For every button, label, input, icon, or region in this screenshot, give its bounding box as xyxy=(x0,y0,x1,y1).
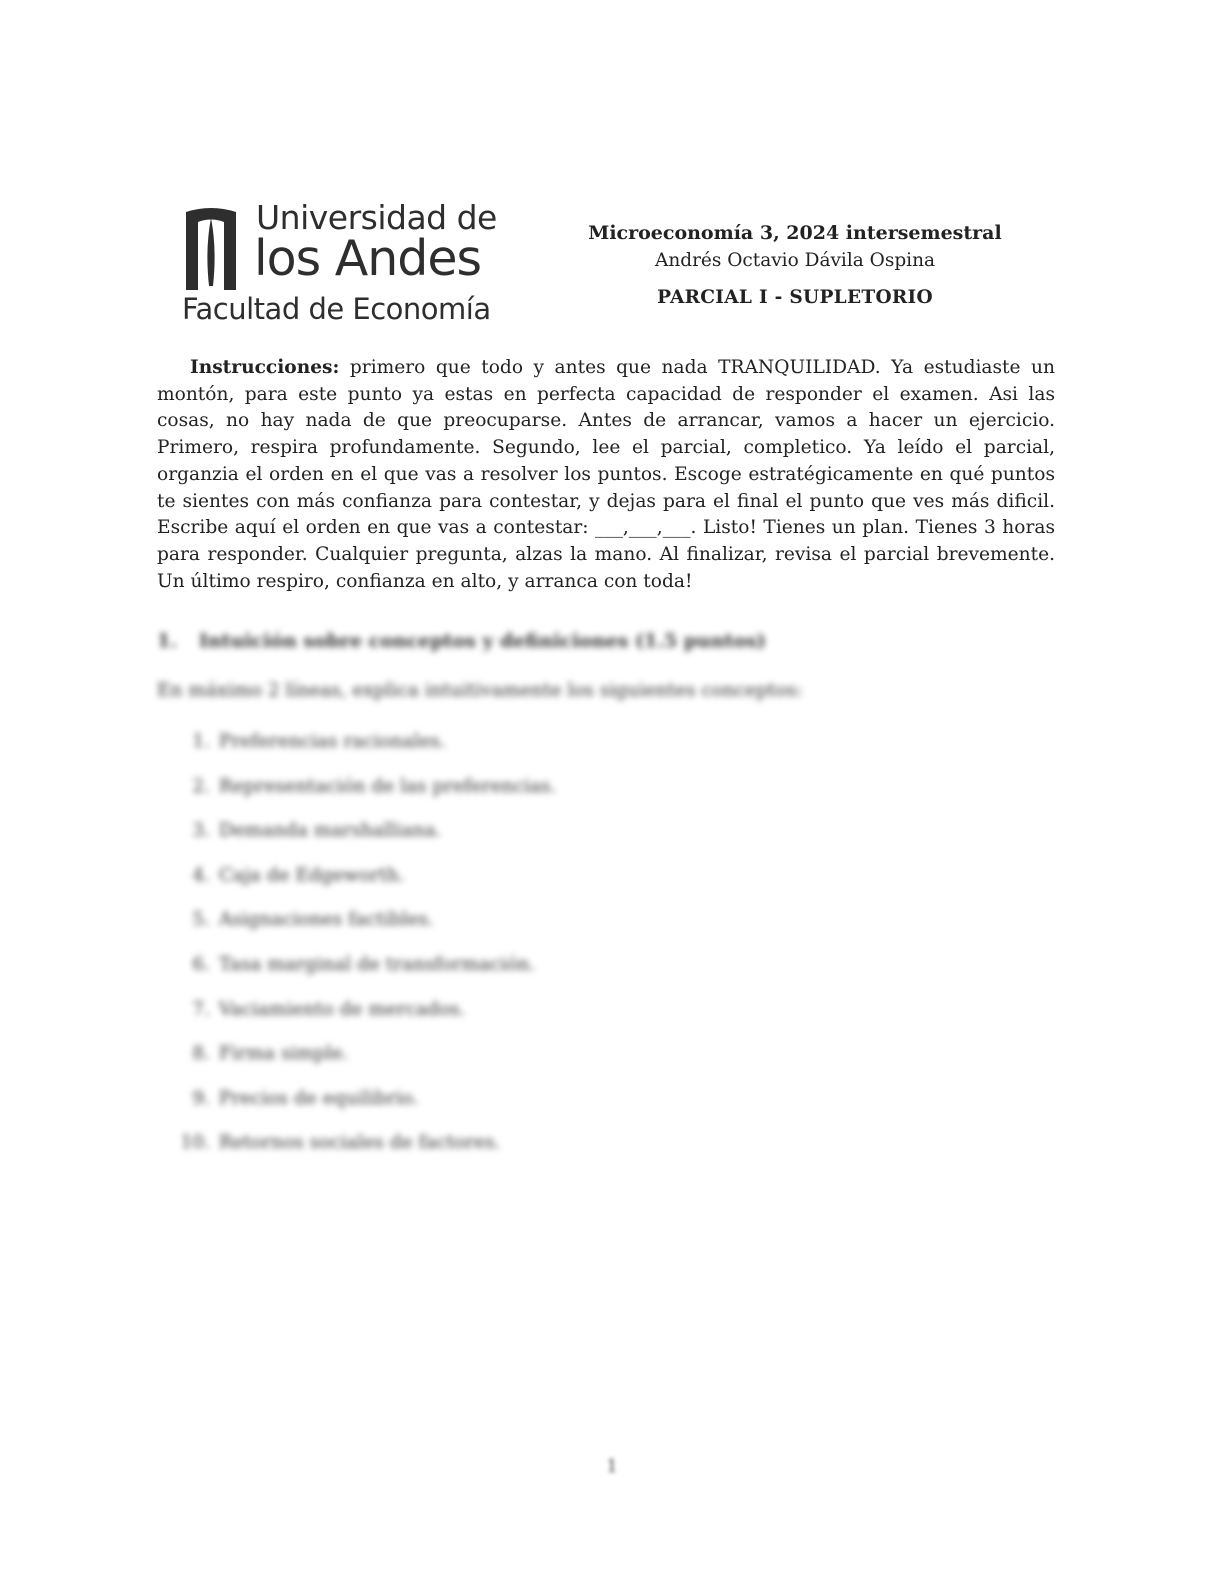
item-text: Tasa marginal de transformación. xyxy=(218,953,536,975)
item-text: Demanda marshalliana. xyxy=(218,820,442,842)
list-item xyxy=(170,776,556,821)
item-number: 10. xyxy=(180,1132,210,1154)
list-item xyxy=(170,1088,556,1133)
item-text: Retornos sociales de factores. xyxy=(218,1132,501,1154)
item-text: Preferencias racionales. xyxy=(218,731,446,752)
item-number: 5. xyxy=(192,909,210,931)
logo-faculty-text: Facultad de Economía xyxy=(182,292,491,326)
item-number: 7. xyxy=(192,998,210,1020)
course-title: Microeconomía 3, 2024 intersemestral xyxy=(588,222,1002,244)
section-heading xyxy=(157,630,766,652)
instructions-text: primero que todo y antes que nada TRANQUILIDAD. Ya estudiaste un montón, para este punto ya estas en perfecta capacidad de responder el examen. Asi las cosas, no hay nada de que preocuparse. Antes de arrancar, vamos a hacer un ejercicio. Primero, respira profundamente. Segundo, lee el parcial, completico. Ya leído el parcial, organzia el orden en el que vas a resolver los puntos. Escoge estratégicamente en qué puntos te sientes con más confianza para contestar, y dejas para el final el punto que ves más dificil. Escribe aquí el orden en que vas a contestar: ___,___,___. Listo! Tienes un plan. Tienes 3 horas para responder. Cualquier pregunta, alzas la mano. Al finalizar, revisa el parcial brevemente. Un último respiro, confianza en alto, y arranca con toda! xyxy=(157,357,1055,592)
author-name: Andrés Octavio Dávila Ospina xyxy=(654,250,936,271)
concept-list xyxy=(170,731,556,1177)
item-number: 6. xyxy=(192,953,210,975)
section-number: 1. xyxy=(157,630,177,652)
item-text: Representación de las preferencias. xyxy=(218,775,557,797)
exam-title: PARCIAL I - SUPLETORIO xyxy=(657,287,933,308)
item-number: 8. xyxy=(192,1043,210,1065)
logo-andes-text: los Andes xyxy=(254,230,482,287)
item-text: Vaciamiento de mercados. xyxy=(218,998,466,1020)
item-number: 3. xyxy=(192,820,210,842)
list-item xyxy=(170,999,556,1044)
page-number: 1 xyxy=(606,1456,618,1477)
university-logo xyxy=(180,200,510,330)
list-item xyxy=(170,1043,556,1088)
section-title: Intuición sobre conceptos y definiciones (1.5 puntos) xyxy=(199,630,766,652)
list-item xyxy=(170,954,556,999)
list-item xyxy=(170,1132,556,1177)
item-text: Caja de Edgeworth. xyxy=(218,864,405,886)
list-item xyxy=(170,909,556,954)
list-item xyxy=(170,731,556,776)
item-number: 2. xyxy=(192,775,210,797)
item-text: Precios de equilibrio. xyxy=(218,1087,419,1109)
university-emblem-icon xyxy=(180,204,242,294)
list-item xyxy=(170,820,556,865)
instructions-paragraph xyxy=(157,355,1055,595)
item-text: Firma simple. xyxy=(218,1043,349,1065)
instructions-label: Instrucciones: xyxy=(190,357,340,378)
item-number: 4. xyxy=(192,864,210,886)
item-text: Asignaciones factibles. xyxy=(218,909,434,931)
logo-university-text: Universidad de xyxy=(256,198,497,237)
item-number: 1. xyxy=(192,731,210,752)
section-intro: En máximo 2 líneas, explica intuitivamente los siguientes conceptos: xyxy=(157,680,803,701)
item-number: 9. xyxy=(192,1087,210,1109)
list-item xyxy=(170,865,556,910)
